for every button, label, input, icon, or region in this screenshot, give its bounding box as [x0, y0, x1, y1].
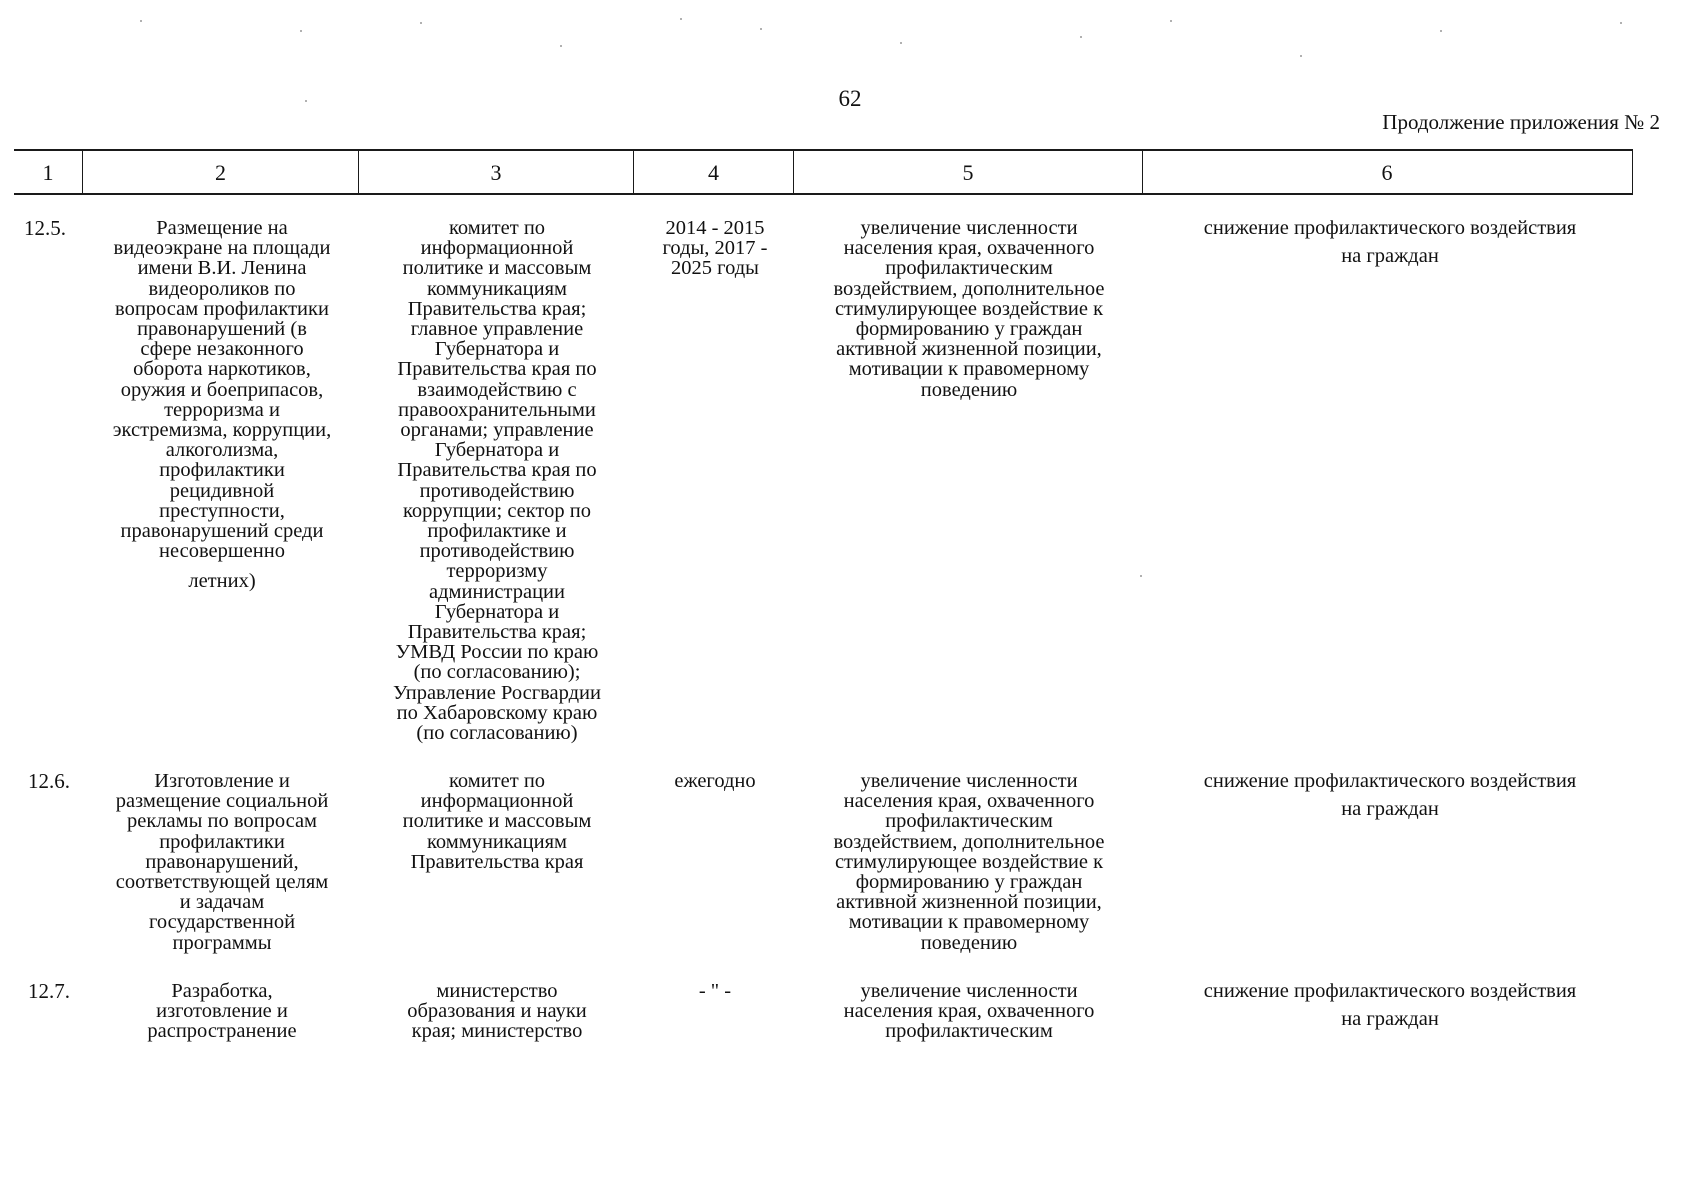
text-line: населения края, охваченного — [843, 790, 1095, 813]
text-line: профилактическим — [885, 810, 1053, 833]
text-line: оружия и боеприпасов, — [120, 378, 324, 401]
expected-result-cell — [796, 771, 1142, 953]
text-line: поведению — [920, 378, 1018, 401]
continuation-caption: Продолжение приложения № 2 — [1382, 110, 1660, 134]
page-number: 62 — [838, 86, 862, 111]
text-line: УМВД России по краю — [395, 641, 599, 664]
text-line: Управление Росгвардии — [393, 681, 601, 704]
executors-cell — [362, 218, 632, 743]
text-line: Правительства края по — [397, 459, 597, 482]
column-header-6: 6 — [1381, 160, 1393, 185]
text-line: терроризма и — [164, 398, 280, 421]
text-line: Разработка, — [171, 980, 273, 1002]
text-line: формированию у граждан — [855, 318, 1083, 341]
consequences-cell — [1150, 981, 1630, 1029]
text-line: Правительства края по — [397, 358, 597, 381]
text-line: - " - — [698, 980, 732, 1002]
column-header-2: 2 — [83, 151, 359, 195]
text-line: образования и науки — [407, 1000, 587, 1023]
period-cell — [636, 981, 794, 1001]
text-line: снижение профилактического воздействия — [1203, 770, 1577, 792]
text-line: администрации — [429, 580, 565, 603]
text-line: поведению — [920, 931, 1018, 954]
text-line: профилактики — [159, 459, 285, 482]
text-line: на граждан — [1341, 1008, 1439, 1031]
text-line: населения края, охваченного — [843, 237, 1095, 260]
executors-cell — [362, 771, 632, 872]
text-line: Изготовление и — [154, 770, 290, 792]
column-header-1: 1 — [14, 151, 83, 195]
consequences-cell — [1150, 771, 1630, 819]
text-line: профилактики — [159, 830, 285, 853]
text-line: Правительства края; — [407, 297, 587, 320]
text-line: Губернатора и — [434, 600, 560, 623]
period-cell — [636, 771, 794, 791]
text-line: распространение — [147, 1020, 297, 1043]
text-line: годы, 2017 - — [662, 237, 768, 260]
text-line: 2025 годы — [671, 257, 759, 280]
text-line: коммуникациям — [426, 830, 567, 853]
text-line: правонарушений среди — [120, 520, 324, 543]
text-line: коммуникациям — [426, 277, 567, 300]
text-line: воздействием, дополнительное — [833, 277, 1105, 300]
text-line: ежегодно — [674, 770, 756, 792]
text-line: изготовление и — [156, 1000, 288, 1023]
text-line: органами; управление — [400, 419, 594, 442]
text-line: преступности, — [159, 499, 285, 522]
expected-result-cell — [796, 981, 1142, 1042]
text-line: и задачам — [179, 891, 265, 914]
activity-cell — [87, 218, 357, 592]
text-line: мотивации к правомерному — [848, 358, 1090, 381]
text-line: профилактике и — [427, 520, 567, 543]
consequences-cell — [1150, 218, 1630, 266]
text-line: противодействию — [419, 540, 575, 563]
text-line: (по согласованию) — [416, 722, 578, 745]
text-line: взаимодействию с — [417, 378, 577, 401]
text-line: экстремизма, коррупции, — [112, 419, 332, 442]
text-line: профилактическим — [885, 1020, 1053, 1043]
executors-cell — [362, 981, 632, 1042]
text-line: снижение профилактического воздействия — [1203, 217, 1577, 239]
text-line: на граждан — [1341, 245, 1439, 268]
row-number: 12.6. — [28, 769, 70, 793]
activity-cell — [87, 981, 357, 1042]
period-cell — [636, 218, 794, 279]
text-line: рецидивной — [169, 479, 275, 502]
text-line: несовершенно — [159, 540, 285, 563]
text-line: стимулирующее воздействие к — [834, 297, 1104, 320]
text-line: коррупции; сектор по — [402, 499, 592, 522]
text-line: 2014 - 2015 — [665, 217, 765, 239]
text-line: увеличение численности — [860, 770, 1078, 792]
text-line: комитет по — [448, 217, 546, 239]
text-line: Правительства края; — [407, 621, 587, 644]
text-line: воздействием, дополнительное — [833, 830, 1105, 853]
column-header-3: 3 — [359, 151, 634, 195]
row-number: 12.7. — [28, 979, 70, 1003]
text-line: мотивации к правомерному — [848, 911, 1090, 934]
text-line: алкоголизма, — [165, 439, 279, 462]
column-header-4: 4 — [634, 151, 794, 195]
text-line: терроризму — [446, 560, 548, 583]
text-line: активной жизненной позиции, — [836, 338, 1102, 361]
text-line: активной жизненной позиции, — [836, 891, 1102, 914]
text-line: правонарушений (в — [137, 318, 307, 341]
text-line: формированию у граждан — [855, 871, 1083, 894]
text-line: имени В.И. Ленина — [137, 257, 307, 280]
text-line: стимулирующее воздействие к — [834, 850, 1104, 873]
text-line: видеоэкране на площади — [113, 237, 331, 260]
text-line: министерство — [436, 980, 558, 1002]
text-line: политике и массовым — [402, 257, 592, 280]
text-line: видеороликов по — [148, 277, 296, 300]
text-line: оборота наркотиков, — [133, 358, 311, 381]
text-line: (по согласованию); — [413, 661, 581, 684]
text-line: края; министерство — [411, 1020, 583, 1043]
text-line: государственной — [148, 911, 296, 934]
text-line: Правительства края — [410, 850, 584, 873]
text-line: программы — [172, 931, 272, 954]
activity-cell — [87, 771, 357, 953]
row-number: 12.5. — [24, 216, 66, 240]
text-line: главное управление — [410, 318, 584, 341]
text-line: комитет по — [448, 770, 546, 792]
text-line: Губернатора и — [434, 338, 560, 361]
text-line: снижение профилактического воздействия — [1203, 980, 1577, 1002]
table-header-row — [14, 149, 1633, 195]
text-line: Размещение на — [156, 217, 288, 239]
text-line: увеличение численности — [860, 980, 1078, 1002]
text-line: сфере незаконного — [140, 338, 304, 361]
text-line: летних) — [188, 570, 256, 593]
expected-result-cell — [796, 218, 1142, 400]
text-line: информационной — [420, 237, 574, 260]
text-line: населения края, охваченного — [843, 1000, 1095, 1023]
text-line: размещение социальной — [115, 790, 329, 813]
text-line: противодействию — [419, 479, 575, 502]
text-line: Губернатора и — [434, 439, 560, 462]
text-line: на граждан — [1341, 798, 1439, 821]
text-line: политике и массовым — [402, 810, 592, 833]
text-line: информационной — [420, 790, 574, 813]
text-line: соответствующей целям — [115, 871, 329, 894]
text-line: вопросам профилактики — [115, 297, 329, 320]
column-header-5: 5 — [794, 151, 1143, 195]
text-line: увеличение численности — [860, 217, 1078, 239]
text-line: рекламы по вопросам — [126, 810, 318, 833]
text-line: по Хабаровскому краю — [396, 701, 598, 724]
text-line: правоохранительными — [398, 398, 596, 421]
text-line: профилактическим — [885, 257, 1053, 280]
text-line: правонарушений, — [145, 850, 299, 873]
